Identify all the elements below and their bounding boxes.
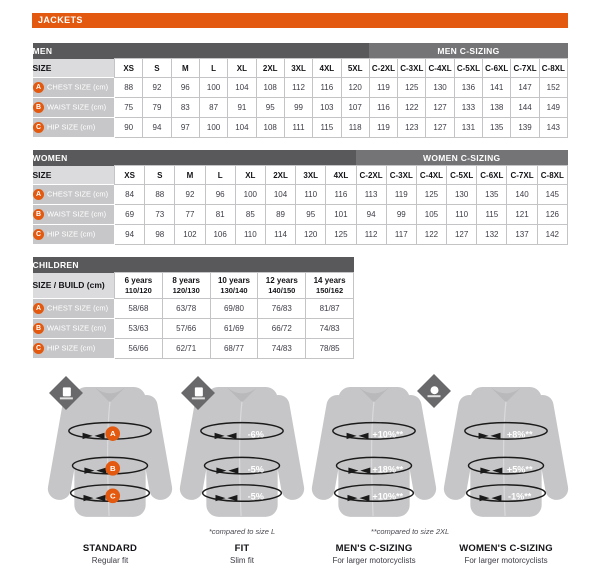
size-value-cell: 145 bbox=[537, 185, 567, 205]
size-value-cell: 95 bbox=[256, 98, 284, 118]
children-table-title: CHILDREN bbox=[33, 257, 354, 273]
hip-measure-ellipse bbox=[248, 492, 264, 502]
size-value-cell: 94 bbox=[356, 205, 386, 225]
age-label: 6 years bbox=[124, 276, 153, 285]
size-value-cell: 95 bbox=[296, 205, 326, 225]
women-row-B bbox=[33, 205, 568, 225]
size-value-cell: 73 bbox=[145, 205, 175, 225]
build-label: 110/120 bbox=[125, 286, 152, 295]
fit-diagram-mens-csizing bbox=[310, 377, 450, 565]
size-value-cell: 88 bbox=[145, 185, 175, 205]
fit-diagram-standard bbox=[46, 377, 174, 565]
age-header-12-years bbox=[258, 273, 306, 299]
size-value-cell: 119 bbox=[386, 185, 416, 205]
diagram-footnote: **compared to size 2XL bbox=[370, 527, 450, 536]
size-value-cell: 125 bbox=[416, 185, 446, 205]
size-header-C-3XL: C-3XL bbox=[386, 166, 416, 185]
size-header-M: M bbox=[175, 166, 205, 185]
row-label-C bbox=[33, 225, 115, 245]
age-label: 12 years bbox=[265, 276, 298, 285]
size-header-C-4XL: C-4XL bbox=[416, 166, 446, 185]
men-csizing-title: MEN C-SIZING bbox=[369, 43, 567, 59]
size-value-cell: 122 bbox=[398, 98, 426, 118]
row-label-text: HIP SIZE (cm) bbox=[47, 343, 96, 353]
row-label-A bbox=[33, 185, 115, 205]
size-value-cell: 110 bbox=[235, 225, 265, 245]
size-value-cell: 74/83 bbox=[306, 319, 354, 339]
size-value-cell: 110 bbox=[447, 205, 477, 225]
size-value-cell: 136 bbox=[454, 78, 482, 98]
size-header-XL: XL bbox=[235, 166, 265, 185]
age-header-8-years bbox=[162, 273, 210, 299]
size-value-cell: 104 bbox=[228, 78, 256, 98]
women-size-row bbox=[33, 166, 568, 185]
chest-measure-ellipse bbox=[105, 426, 120, 441]
diagram-footnote: *compared to size L bbox=[208, 527, 276, 536]
diagram-title: FIT bbox=[234, 543, 250, 554]
svg-text:C: C bbox=[109, 491, 116, 501]
size-value-cell: 79 bbox=[143, 98, 171, 118]
size-value-cell: 99 bbox=[386, 205, 416, 225]
size-column-header: SIZE bbox=[33, 59, 115, 78]
fit-diagram-womens-csizing bbox=[442, 377, 570, 565]
chest-measure-ellipse bbox=[507, 430, 533, 440]
size-value-cell: 149 bbox=[539, 98, 567, 118]
diagram-title: WOMEN'S C-SIZING bbox=[459, 543, 553, 554]
size-value-cell: 56/66 bbox=[115, 339, 163, 359]
hip-measure-ellipse bbox=[508, 492, 532, 502]
men-size-table bbox=[32, 43, 568, 138]
build-label: 130/140 bbox=[220, 286, 248, 295]
women-row-A bbox=[33, 185, 568, 205]
size-value-cell: 75 bbox=[115, 98, 143, 118]
size-value-cell: 57/66 bbox=[162, 319, 210, 339]
men-table-title: MEN bbox=[33, 43, 370, 59]
fit-diagrams bbox=[32, 371, 568, 565]
size-header-C-3XL: C-3XL bbox=[398, 59, 426, 78]
children-row-C bbox=[33, 339, 354, 359]
size-value-cell: 94 bbox=[143, 118, 171, 138]
size-value-cell: 125 bbox=[326, 225, 356, 245]
age-label: 8 years bbox=[172, 276, 200, 285]
row-label-A bbox=[33, 299, 115, 319]
size-value-cell: 108 bbox=[256, 78, 284, 98]
size-value-cell: 66/72 bbox=[258, 319, 306, 339]
size-value-cell: 126 bbox=[537, 205, 567, 225]
size-value-cell: 120 bbox=[341, 78, 369, 98]
chest-measure-ellipse bbox=[248, 430, 264, 440]
size-value-cell: 61/69 bbox=[210, 319, 258, 339]
size-value-cell: 69 bbox=[115, 205, 145, 225]
measure-letter-badge: B bbox=[33, 209, 44, 220]
measure-letter-badge: A bbox=[33, 303, 44, 314]
svg-text:-6%: -6% bbox=[247, 429, 264, 440]
size-header-3XL: 3XL bbox=[296, 166, 326, 185]
size-value-cell: 81 bbox=[205, 205, 235, 225]
children-row-B bbox=[33, 319, 354, 339]
size-header-S: S bbox=[143, 59, 171, 78]
size-value-cell: 98 bbox=[145, 225, 175, 245]
men-row-A bbox=[33, 78, 568, 98]
waist-measure-ellipse bbox=[248, 464, 264, 474]
size-value-cell: 91 bbox=[228, 98, 256, 118]
size-value-cell: 117 bbox=[386, 225, 416, 245]
size-value-cell: 100 bbox=[199, 118, 227, 138]
measure-letter-badge: C bbox=[33, 122, 44, 133]
size-value-cell: 147 bbox=[511, 78, 539, 98]
size-value-cell: 81/87 bbox=[306, 299, 354, 319]
size-value-cell: 114 bbox=[265, 225, 295, 245]
size-header-C-2XL: C-2XL bbox=[369, 59, 397, 78]
size-value-cell: 53/63 bbox=[115, 319, 163, 339]
age-label: 14 years bbox=[313, 276, 346, 285]
svg-text:+18%**: +18%** bbox=[372, 464, 404, 475]
svg-text:+10%**: +10%** bbox=[372, 429, 404, 440]
size-value-cell: 111 bbox=[284, 118, 312, 138]
row-label-A bbox=[33, 78, 115, 98]
jacket-silhouette bbox=[310, 377, 438, 525]
row-label-text: CHEST SIZE (cm) bbox=[47, 189, 109, 199]
measure-letter-badge: B bbox=[33, 102, 44, 113]
waist-measure-ellipse bbox=[372, 464, 403, 474]
size-value-cell: 84 bbox=[115, 185, 145, 205]
size-value-cell: 83 bbox=[171, 98, 199, 118]
row-label-text: HIP SIZE (cm) bbox=[47, 229, 96, 239]
size-value-cell: 90 bbox=[115, 118, 143, 138]
vest-glyph-icon bbox=[192, 387, 205, 399]
size-column-header: SIZE bbox=[33, 166, 115, 185]
size-value-cell: 112 bbox=[356, 225, 386, 245]
svg-text:+10%**: +10%** bbox=[372, 491, 404, 502]
size-value-cell: 74/83 bbox=[258, 339, 306, 359]
size-value-cell: 125 bbox=[398, 78, 426, 98]
size-header-XS: XS bbox=[115, 166, 145, 185]
size-value-cell: 141 bbox=[483, 78, 511, 98]
size-value-cell: 115 bbox=[313, 118, 341, 138]
diagram-title: MEN'S C-SIZING bbox=[335, 543, 413, 554]
row-label-C bbox=[33, 339, 115, 359]
size-value-cell: 97 bbox=[171, 118, 199, 138]
size-value-cell: 100 bbox=[199, 78, 227, 98]
men-header-row bbox=[33, 43, 568, 59]
size-value-cell: 107 bbox=[341, 98, 369, 118]
size-value-cell: 76/83 bbox=[258, 299, 306, 319]
measure-letter-badge: B bbox=[33, 323, 44, 334]
row-label-text: WAIST SIZE (cm) bbox=[47, 323, 107, 333]
size-value-cell: 127 bbox=[426, 118, 454, 138]
size-header-3XL: 3XL bbox=[284, 59, 312, 78]
row-label-B bbox=[33, 98, 115, 118]
size-value-cell: 116 bbox=[369, 98, 397, 118]
size-value-cell: 120 bbox=[296, 225, 326, 245]
size-value-cell: 89 bbox=[265, 205, 295, 225]
women-header-row bbox=[33, 150, 568, 166]
age-header-10-years bbox=[210, 273, 258, 299]
size-value-cell: 131 bbox=[454, 118, 482, 138]
size-value-cell: 87 bbox=[199, 98, 227, 118]
svg-text:+5%**: +5%** bbox=[506, 464, 533, 475]
size-value-cell: 130 bbox=[447, 185, 477, 205]
size-value-cell: 115 bbox=[477, 205, 507, 225]
men-row-B bbox=[33, 98, 568, 118]
men-row-C bbox=[33, 118, 568, 138]
size-value-cell: 58/68 bbox=[115, 299, 163, 319]
age-header-6-years bbox=[115, 273, 163, 299]
size-value-cell: 92 bbox=[143, 78, 171, 98]
waist-measure-ellipse bbox=[105, 461, 120, 476]
svg-text:-1%**: -1%** bbox=[508, 491, 532, 502]
build-label: 150/162 bbox=[316, 286, 344, 295]
size-value-cell: 130 bbox=[426, 78, 454, 98]
size-header-4XL: 4XL bbox=[313, 59, 341, 78]
size-value-cell: 142 bbox=[537, 225, 567, 245]
build-label: 140/150 bbox=[268, 286, 296, 295]
size-header-5XL: 5XL bbox=[341, 59, 369, 78]
size-header-S: S bbox=[145, 166, 175, 185]
size-value-cell: 110 bbox=[296, 185, 326, 205]
size-value-cell: 77 bbox=[175, 205, 205, 225]
size-header-4XL: 4XL bbox=[326, 166, 356, 185]
row-label-B bbox=[33, 205, 115, 225]
children-size-row bbox=[33, 273, 354, 299]
women-size-table bbox=[32, 150, 568, 245]
diagram-subtitle: Regular fit bbox=[91, 556, 129, 565]
svg-text:A: A bbox=[109, 429, 116, 439]
women-csizing-title: WOMEN C-SIZING bbox=[356, 150, 568, 166]
diagram-title: STANDARD bbox=[82, 543, 138, 554]
size-value-cell: 96 bbox=[205, 185, 235, 205]
size-value-cell: 119 bbox=[369, 118, 397, 138]
measure-letter-badge: C bbox=[33, 343, 44, 354]
size-value-cell: 105 bbox=[416, 205, 446, 225]
size-value-cell: 123 bbox=[398, 118, 426, 138]
row-label-text: CHEST SIZE (cm) bbox=[47, 303, 109, 313]
size-value-cell: 99 bbox=[284, 98, 312, 118]
measure-letter-badge: A bbox=[33, 82, 44, 93]
size-value-cell: 100 bbox=[235, 185, 265, 205]
size-header-C-5XL: C-5XL bbox=[454, 59, 482, 78]
size-value-cell: 108 bbox=[256, 118, 284, 138]
c-sizing-glyph-icon bbox=[428, 386, 441, 397]
size-value-cell: 122 bbox=[416, 225, 446, 245]
jacket-silhouette bbox=[442, 377, 570, 525]
row-label-B bbox=[33, 319, 115, 339]
size-header-2XL: 2XL bbox=[265, 166, 295, 185]
svg-text:-5%: -5% bbox=[247, 464, 264, 475]
size-value-cell: 63/78 bbox=[162, 299, 210, 319]
size-value-cell: 104 bbox=[265, 185, 295, 205]
build-label: 120/130 bbox=[172, 286, 200, 295]
measure-letter-badge: C bbox=[33, 229, 44, 240]
measure-letter-badge: A bbox=[33, 189, 44, 200]
row-label-text: WAIST SIZE (cm) bbox=[47, 209, 107, 219]
size-value-cell: 119 bbox=[369, 78, 397, 98]
size-value-cell: 144 bbox=[511, 98, 539, 118]
size-value-cell: 112 bbox=[284, 78, 312, 98]
page-title: JACKETS bbox=[38, 15, 83, 25]
page-title-bar bbox=[32, 13, 568, 28]
size-value-cell: 116 bbox=[313, 78, 341, 98]
size-value-cell: 68/77 bbox=[210, 339, 258, 359]
size-header-L: L bbox=[199, 59, 227, 78]
svg-text:+8%**: +8%** bbox=[506, 429, 533, 440]
women-table-title: WOMEN bbox=[33, 150, 357, 166]
size-value-cell: 152 bbox=[539, 78, 567, 98]
children-row-A bbox=[33, 299, 354, 319]
diagram-subtitle: For larger motorcyclists bbox=[332, 556, 416, 565]
row-label-text: HIP SIZE (cm) bbox=[47, 122, 96, 132]
size-header-2XL: 2XL bbox=[256, 59, 284, 78]
size-value-cell: 113 bbox=[356, 185, 386, 205]
size-value-cell: 62/71 bbox=[162, 339, 210, 359]
size-value-cell: 104 bbox=[228, 118, 256, 138]
size-value-cell: 140 bbox=[507, 185, 537, 205]
size-header-C-8XL: C-8XL bbox=[537, 166, 567, 185]
size-header-C-6XL: C-6XL bbox=[477, 166, 507, 185]
size-header-C-6XL: C-6XL bbox=[483, 59, 511, 78]
svg-text:B: B bbox=[109, 463, 116, 473]
size-value-cell: 96 bbox=[171, 78, 199, 98]
children-header-row bbox=[33, 257, 354, 273]
women-row-C bbox=[33, 225, 568, 245]
size-value-cell: 102 bbox=[175, 225, 205, 245]
size-value-cell: 85 bbox=[235, 205, 265, 225]
size-value-cell: 69/80 bbox=[210, 299, 258, 319]
size-value-cell: 103 bbox=[313, 98, 341, 118]
size-header-C-7XL: C-7XL bbox=[507, 166, 537, 185]
size-header-C-4XL: C-4XL bbox=[426, 59, 454, 78]
size-value-cell: 133 bbox=[454, 98, 482, 118]
size-value-cell: 101 bbox=[326, 205, 356, 225]
size-value-cell: 88 bbox=[115, 78, 143, 98]
waist-measure-ellipse bbox=[507, 464, 533, 474]
size-header-M: M bbox=[171, 59, 199, 78]
size-value-cell: 132 bbox=[477, 225, 507, 245]
hip-measure-ellipse bbox=[372, 492, 403, 502]
age-header-14-years bbox=[306, 273, 354, 299]
chest-measure-ellipse bbox=[372, 430, 403, 440]
size-value-cell: 135 bbox=[477, 185, 507, 205]
size-value-cell: 135 bbox=[483, 118, 511, 138]
size-value-cell: 143 bbox=[539, 118, 567, 138]
size-value-cell: 94 bbox=[115, 225, 145, 245]
svg-text:-5%: -5% bbox=[247, 491, 264, 502]
size-value-cell: 92 bbox=[175, 185, 205, 205]
diagram-subtitle: Slim fit bbox=[230, 556, 254, 565]
size-value-cell: 106 bbox=[205, 225, 235, 245]
size-value-cell: 116 bbox=[326, 185, 356, 205]
size-value-cell: 127 bbox=[447, 225, 477, 245]
age-label: 10 years bbox=[217, 276, 250, 285]
size-value-cell: 139 bbox=[511, 118, 539, 138]
size-value-cell: 127 bbox=[426, 98, 454, 118]
fit-diagram-fit bbox=[178, 377, 306, 565]
size-header-C-7XL: C-7XL bbox=[511, 59, 539, 78]
jacket-glyph-icon bbox=[60, 387, 73, 399]
children-size-table bbox=[32, 257, 354, 359]
row-label-C bbox=[33, 118, 115, 138]
size-value-cell: 138 bbox=[483, 98, 511, 118]
size-value-cell: 118 bbox=[341, 118, 369, 138]
row-label-text: CHEST SIZE (cm) bbox=[47, 82, 109, 92]
size-value-cell: 78/85 bbox=[306, 339, 354, 359]
size-header-XL: XL bbox=[228, 59, 256, 78]
size-value-cell: 137 bbox=[507, 225, 537, 245]
size-value-cell: 121 bbox=[507, 205, 537, 225]
size-header-XS: XS bbox=[115, 59, 143, 78]
size-header-C-8XL: C-8XL bbox=[539, 59, 567, 78]
size-header-L: L bbox=[205, 166, 235, 185]
size-header-C-2XL: C-2XL bbox=[356, 166, 386, 185]
hip-measure-ellipse bbox=[105, 488, 120, 503]
size-build-column-header: SIZE / BUILD (cm) bbox=[33, 273, 115, 299]
diagram-subtitle: For larger motorcyclists bbox=[464, 556, 548, 565]
size-header-C-5XL: C-5XL bbox=[447, 166, 477, 185]
row-label-text: WAIST SIZE (cm) bbox=[47, 102, 107, 112]
men-size-row bbox=[33, 59, 568, 78]
